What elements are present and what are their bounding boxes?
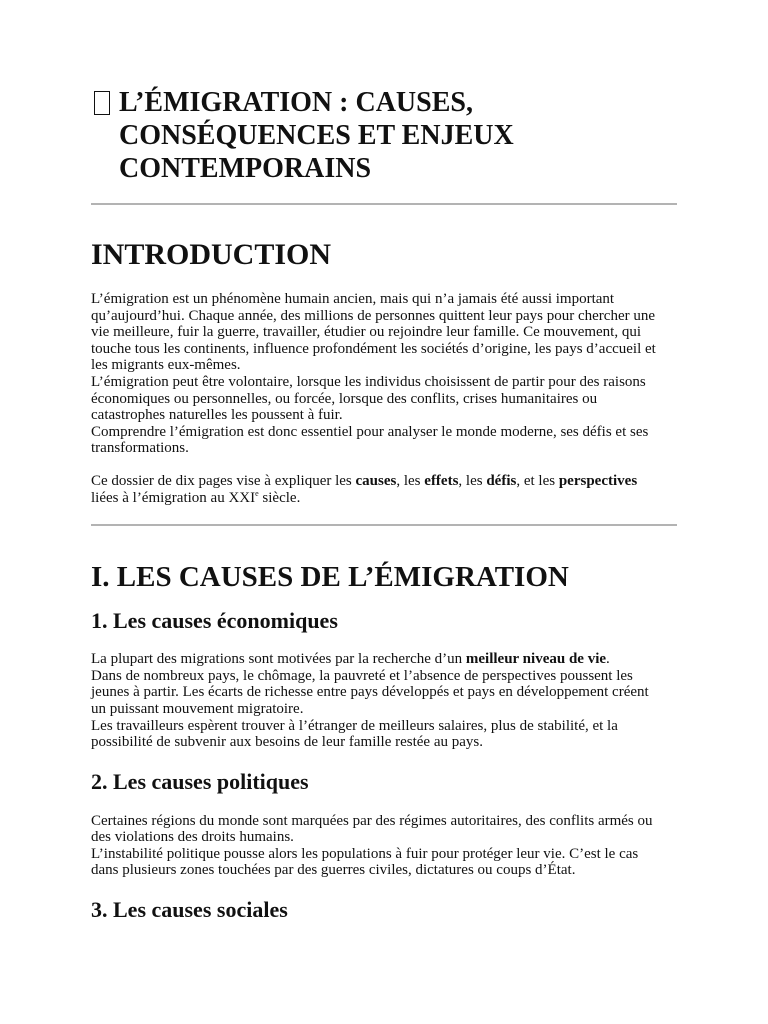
text-line: vie meilleure, fuir la guerre, travailler, étudier ou rejoindre leur famille. Ce mouvement, qui [91,324,642,341]
text-line: jeunes à partir. Les écarts de richesse entre pays développés et pays en développement créent [91,684,649,701]
superscript: e [255,488,259,498]
text-line: L’émigration est un phénomène humain ancien, mais qui n’a jamais été aussi important [91,291,615,307]
text-line: touche tous les continents, influence profondément les sociétés d’origine, les pays d’accueil et [91,340,656,357]
introduction-heading: INTRODUCTION [91,238,332,271]
document-title [91,86,677,185]
subsection-heading-political: 2. Les causes politiques [91,768,309,794]
title-line-3: CONTEMPORAINS [119,153,372,184]
subsection-heading-social: 3. Les causes sociales [91,897,288,923]
keyword-defis: défis [486,472,517,489]
document-content [91,86,677,923]
text-line: les migrants eux-mêmes. [91,357,241,374]
text-line: des violations des droits humains. [91,829,294,846]
text-line: qu’aujourd’hui. Chaque année, des millions de personnes quittent leur pays pour chercher une [91,307,656,324]
text-line: catastrophes naturelles les poussent à fuir. [91,407,343,424]
title-line-1: L’ÉMIGRATION : CAUSES, [119,87,473,118]
text-line: L’émigration peut être volontaire, lorsque les individus choisissent de partir pour des raisons [91,373,646,390]
document-title-text [119,86,514,185]
text-line: Certaines régions du monde sont marquées par des régimes autoritaires, des conflits armés ou [91,812,653,829]
keyword-perspectives: perspectives [558,472,638,489]
political-causes-paragraph [91,813,677,879]
text-line: un puissant mouvement migratoire. [91,700,304,717]
keyword-effets: effets [424,472,459,489]
text-line: dans plusieurs zones touchées par des guerres civiles, dictatures ou coups d’État. [91,862,576,879]
divider [91,524,677,526]
text-line: Les travailleurs espèrent trouver à l’étranger de meilleurs salaires, plus de stabilité, et la [91,717,618,734]
text-line: économiques ou personnelles, ou forcée, lorsque des conflits, crises humanitaires ou [91,390,598,407]
economic-causes-paragraph: La plupart des migrations sont motivées par la recherche d’un meilleur niveau de vie. Dans de nombreux pays, le chômage, la pauvreté et l’absence de perspectives poussent les jeunes à partir. Les écarts de richesse entre pays développés et pays en développement créent un puissant mouvement migratoire. Les travailleurs espèrent trouver à l’étranger de meilleurs salaires, plus de stabilité, et la possibilité de subvenir aux besoins de leur famille restée au pays. [91,651,649,751]
section-heading-causes: I. LES CAUSES DE L’ÉMIGRATION [91,561,569,594]
introduction-paragraph [91,291,677,457]
subsection-heading-economic: 1. Les causes économiques [91,608,338,634]
keyword-causes: causes [355,472,397,489]
text-line: Comprendre l’émigration est donc essentiel pour analyser le monde moderne, ses défis et ses [91,423,649,440]
divider [91,203,677,205]
dossier-aim-paragraph: Ce dossier de dix pages vise à expliquer les causes, les effets, les défis, et les perspectives liées à l’émigration au XXIe siècle. [91,472,638,506]
title-line-2: CONSÉQUENCES ET ENJEUX [119,120,514,151]
text-line: transformations. [91,440,189,457]
text-line: L’instabilité politique pousse alors les populations à fuir pour protéger leur vie. C’est le cas [91,845,639,862]
text-line: Dans de nombreux pays, le chômage, la pauvreté et l’absence de perspectives poussent les [91,667,633,684]
missing-glyph-icon [94,91,110,115]
keyword-meilleur-niveau-de-vie: meilleur niveau de vie [465,651,607,668]
text-line: possibilité de subvenir aux besoins de leur famille restée au pays. [91,734,483,751]
